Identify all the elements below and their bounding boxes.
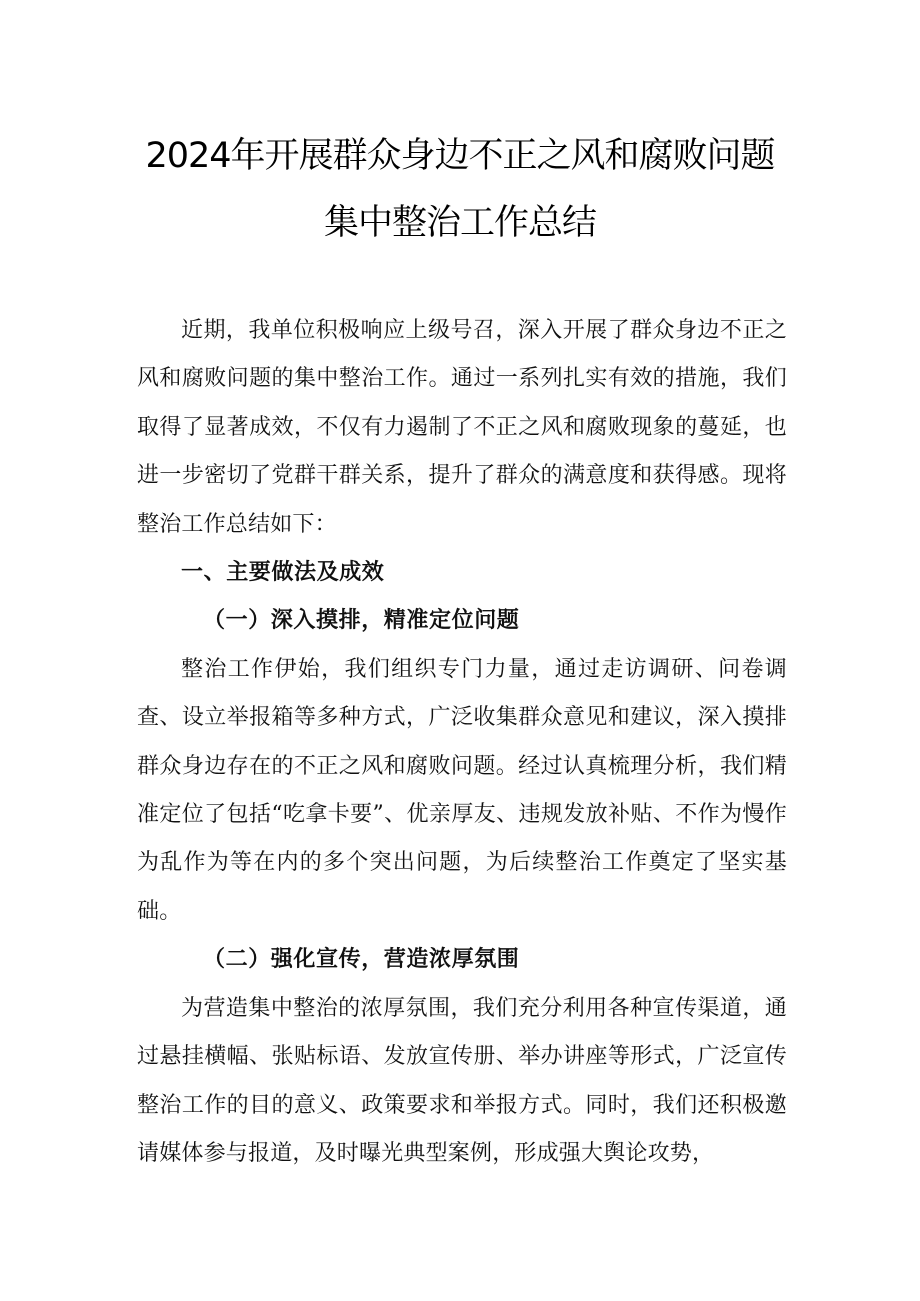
section-heading-1: 一、主要做法及成效	[181, 560, 385, 586]
intro-paragraph: 近期，我单位积极响应上级号召，深入开展了群众身边不正之风和腐败问题的集中整治工作。通过一系列扎实有效的措施，我们取得了显著成效，不仅有力遏制了不正之风和腐败现象的蔓延，也进一步密切了党群干群关系，提升了群众的满意度和获得感。现将整治工作总结如下：	[137, 318, 787, 537]
subsection-1-paragraph: 整治工作伊始，我们组织专门力量，通过走访调研、问卷调查、设立举报箱等多种方式，广泛收集群众意见和建议，深入摸排群众身边存在的不正之风和腐败问题。经过认真梳理分析，我们精准定位了包括“吃拿卡要”、优亲厚友、违规发放补贴、不作为慢作为乱作为等在内的多个突出问题，为后续整治工作奠定了坚实基础。	[137, 656, 787, 924]
document-title-line2: 集中整治工作总结	[323, 203, 596, 243]
subsection-heading-1: （一）深入摸排，精准定位问题	[203, 608, 520, 634]
document-body	[137, 307, 787, 1178]
subsection-heading-2: （二）强化宣传，营造浓厚氛围	[203, 947, 520, 973]
subsection-2-paragraph: 为营造集中整治的浓厚氛围，我们充分利用各种宣传渠道，通过悬挂横幅、张贴标语、发放宣传册、举办讲座等形式，广泛宣传整治工作的目的意义、政策要求和举报方式。同时，我们还积极邀请媒体参与报道，及时曝光典型案例，形成强大舆论攻势，	[137, 995, 787, 1166]
document-title-line1: 2024年开展群众身边不正之风和腐败问题	[145, 136, 775, 176]
